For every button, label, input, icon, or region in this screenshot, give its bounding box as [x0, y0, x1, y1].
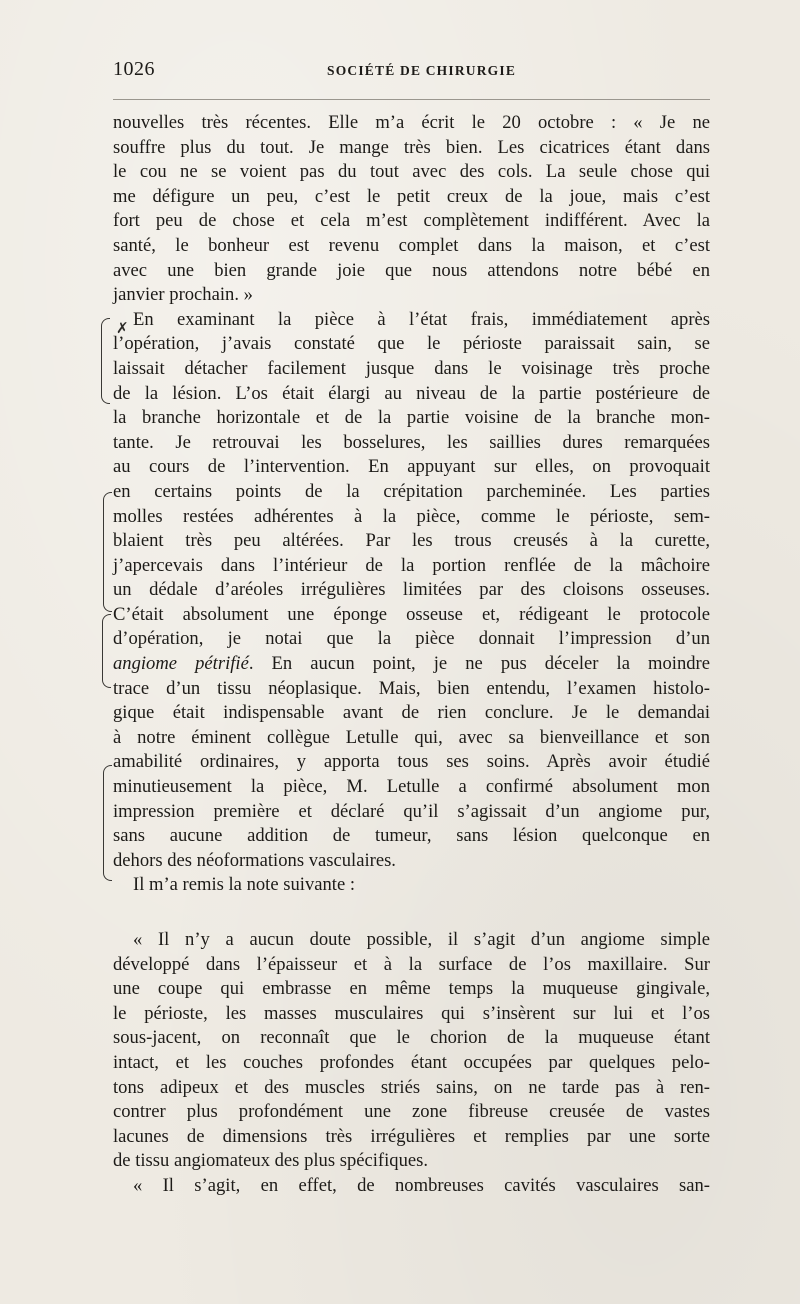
- text-line: minutieusement la pièce, M. Letulle a confirmé absolument mon: [113, 776, 710, 798]
- text-line: gique était indispensable avant de rien conclure. Je le demandai: [113, 702, 710, 724]
- text-line: « Il s’agit, en effet, de nombreuses cavités vasculaires san-: [133, 1174, 710, 1196]
- text-line: un dédale d’aréoles irrégulières limitées par des cloisons osseuses.: [113, 579, 710, 601]
- margin-bracket-4: [103, 765, 112, 881]
- text-line: sous-jacent, on reconnaît que le chorion de la muqueuse étant: [113, 1027, 710, 1049]
- text-line: [113, 652, 710, 677]
- running-head: SOCIÉTÉ DE CHIRURGIE: [327, 63, 517, 78]
- text-line: En examinant la pièce à l’état frais, immédiatement après: [133, 308, 710, 330]
- text-line: janvier prochain. »: [113, 284, 253, 306]
- text-line: au cours de l’intervention. En appuyant sur elles, on provoquait: [113, 456, 710, 478]
- margin-tick-mark: ✗: [116, 321, 129, 337]
- text-line: de tissu angiomateux des plus spécifiques.: [113, 1150, 429, 1172]
- margin-bracket-2: [103, 492, 112, 612]
- text-line: souffre plus du tout. Je mange très bien. Les cicatrices étant dans: [113, 136, 710, 158]
- italic-phrase: angiome pétrifié: [113, 653, 249, 675]
- text-line: développé dans l’épaisseur et à la surface de l’os maxillaire. Sur: [113, 953, 710, 975]
- text-line: tante. Je retrouvai les bosselures, les saillies dures remarquées: [113, 431, 710, 453]
- text-line: « Il n’y a aucun doute possible, il s’agit d’un angiome simple: [133, 929, 710, 950]
- body-text: [113, 111, 710, 1199]
- text-line: d’opération, je notai que la pièce donnait l’impression d’un: [113, 628, 710, 650]
- text-line: fort peu de chose et cela m’est complètement indifférent. Avec la: [113, 210, 710, 232]
- margin-bracket-3: [102, 614, 111, 688]
- text-line: sans aucune addition de tumeur, sans lésion quelconque en: [113, 825, 710, 847]
- text-line: contrer plus profondément une zone fibreuse creusée de vastes: [113, 1101, 710, 1123]
- text-line: de la lésion. L’os était élargi au niveau de la partie postérieure de: [113, 382, 710, 404]
- text-line: une coupe qui embrasse en même temps la muqueuse gingivale,: [113, 978, 710, 1000]
- text-line: C’était absolument une éponge osseuse et, rédigeant le protocole: [113, 603, 710, 625]
- page-number: 1026: [113, 58, 155, 80]
- text-line: amabilité ordinaires, y apporta tous ses soins. Après avoir étudié: [113, 751, 710, 773]
- text-line: me défigure un peu, c’est le petit creux de la joue, mais c’est: [113, 185, 710, 207]
- text-line: dehors des néoformations vasculaires.: [113, 849, 396, 871]
- text-line: avec une bien grande joie que nous attendons notre bébé en: [113, 259, 710, 281]
- margin-bracket-1: [101, 318, 110, 404]
- text-line: j’apercevais dans l’intérieur de la portion renflée de la mâchoire: [113, 554, 710, 576]
- text-line: lacunes de dimensions très irrégulières et remplies par une sorte: [113, 1125, 710, 1147]
- text-line: santé, le bonheur est revenu complet dans la maison, et c’est: [113, 234, 710, 256]
- text-line: le cou ne se voient pas du tout avec des cols. La seule chose qui: [113, 161, 710, 183]
- text-line: molles restées adhérentes à la pièce, comme le périoste, sem-: [113, 505, 710, 527]
- page-header: [113, 58, 710, 84]
- text-line: à notre éminent collègue Letulle qui, avec sa bienveillance et son: [113, 726, 710, 748]
- text-line: Il m’a remis la note suivante :: [133, 874, 356, 896]
- text-line: blaient très peu altérées. Par les trous creusés à la curette,: [113, 530, 710, 552]
- text-line: tons adipeux et des muscles striés sains, on ne tarde pas à ren-: [113, 1076, 710, 1098]
- italic-line-rest: . En aucun point, je ne pus déceler la moindre: [248, 653, 710, 675]
- text-line: trace d’un tissu néoplasique. Mais, bien entendu, l’examen histolo-: [113, 677, 710, 699]
- text-line: intact, et les couches profondes étant occupées par quelques pelo-: [113, 1051, 710, 1073]
- text-line: la branche horizontale et de la partie voisine de la branche mon-: [113, 407, 710, 429]
- text-line: en certains points de la crépitation parcheminée. Les parties: [113, 480, 710, 502]
- text-line: le périoste, les masses musculaires qui s’insèrent sur lui et l’os: [113, 1002, 710, 1024]
- text-line: nouvelles très récentes. Elle m’a écrit le 20 octobre : « Je ne: [113, 112, 710, 133]
- header-rule: [113, 99, 710, 100]
- text-line: laissait détacher facilement jusque dans le voisinage très proche: [113, 357, 710, 379]
- text-line: impression première et déclaré qu’il s’agissait d’un angiome pur,: [113, 800, 710, 822]
- paragraph-gap: [113, 898, 710, 928]
- text-line: l’opération, j’avais constaté que le périoste paraissait sain, se: [113, 333, 710, 355]
